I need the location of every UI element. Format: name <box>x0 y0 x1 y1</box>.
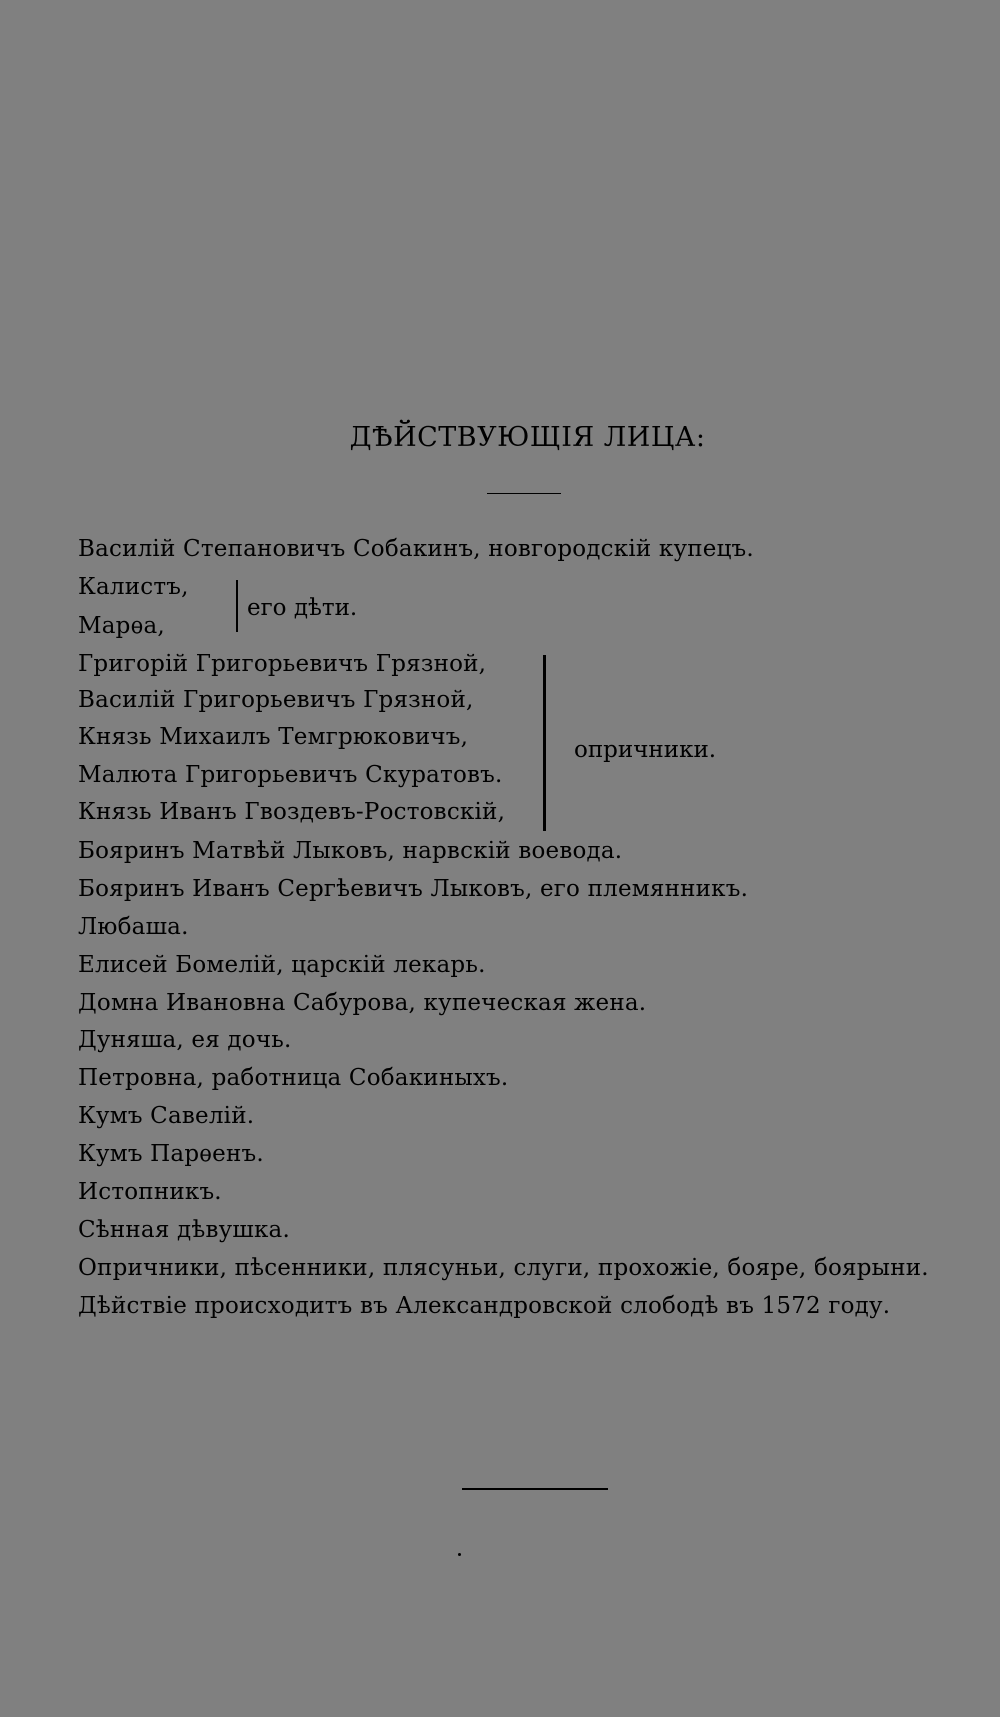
title-divider <box>487 493 561 494</box>
cast-line-liubasha: Любаша. <box>78 914 189 940</box>
cast-line-petrovna: Петровна, работница Собакиныхъ. <box>78 1065 509 1091</box>
cast-line-griaznoi-vasilii: Василій Григорьевичъ Грязной, <box>78 687 474 713</box>
cast-line-gvozdev: Князь Иванъ Гвоздевъ-Ростовскій, <box>78 799 506 825</box>
setting-line: Дѣйствіе происходитъ въ Александровской слободѣ въ 1572 году. <box>78 1293 891 1319</box>
page-speck <box>458 1553 461 1556</box>
cast-line-istopnik: Истопникъ. <box>78 1179 222 1205</box>
cast-line-matvei-lykov: Бояринъ Матвѣй Лыковъ, нарвскій воевода. <box>78 838 623 864</box>
cast-line-griaznoi-grigorii: Григорій Григорьевичъ Грязной, <box>78 651 487 677</box>
brace-children-label: его дѣти. <box>247 595 358 621</box>
page-title: ДѢЙСТВУЮЩІЯ ЛИЦА: <box>349 422 706 453</box>
cast-line-crowd: Опричники, пѣсенники, плясуньи, слуги, прохожіе, бояре, боярыни. <box>78 1255 929 1281</box>
cast-line-saburova: Домна Ивановна Сабурова, купеческая жена. <box>78 990 647 1016</box>
cast-line-ivan-lykov: Бояринъ Иванъ Сергѣевичъ Лыковъ, его племянникъ. <box>78 876 749 902</box>
cast-line-sobakin: Василій Степановичъ Собакинъ, новгородскій купецъ. <box>78 536 754 562</box>
brace-children-icon <box>236 580 238 632</box>
cast-line-bomelii: Елисей Бомелій, царскій лекарь. <box>78 952 486 978</box>
footer-divider <box>462 1488 608 1490</box>
cast-line-skuratov: Малюта Григорьевичъ Скуратовъ. <box>78 762 503 788</box>
brace-oprichniki-icon <box>543 655 546 831</box>
brace-oprichniki-label: опричники. <box>574 737 717 763</box>
cast-line-savelii: Кумъ Савелій. <box>78 1103 255 1129</box>
cast-line-duniasha: Дуняша, ея дочь. <box>78 1027 292 1053</box>
cast-line-marfa: Марѳа, <box>78 613 165 639</box>
cast-line-sennaia: Сѣнная дѣвушка. <box>78 1217 290 1243</box>
cast-line-parfen: Кумъ Парѳенъ. <box>78 1141 264 1167</box>
cast-line-temgriukovich: Князь Михаилъ Темгрюковичъ, <box>78 724 469 750</box>
cast-line-kalist: Калистъ, <box>78 574 189 600</box>
